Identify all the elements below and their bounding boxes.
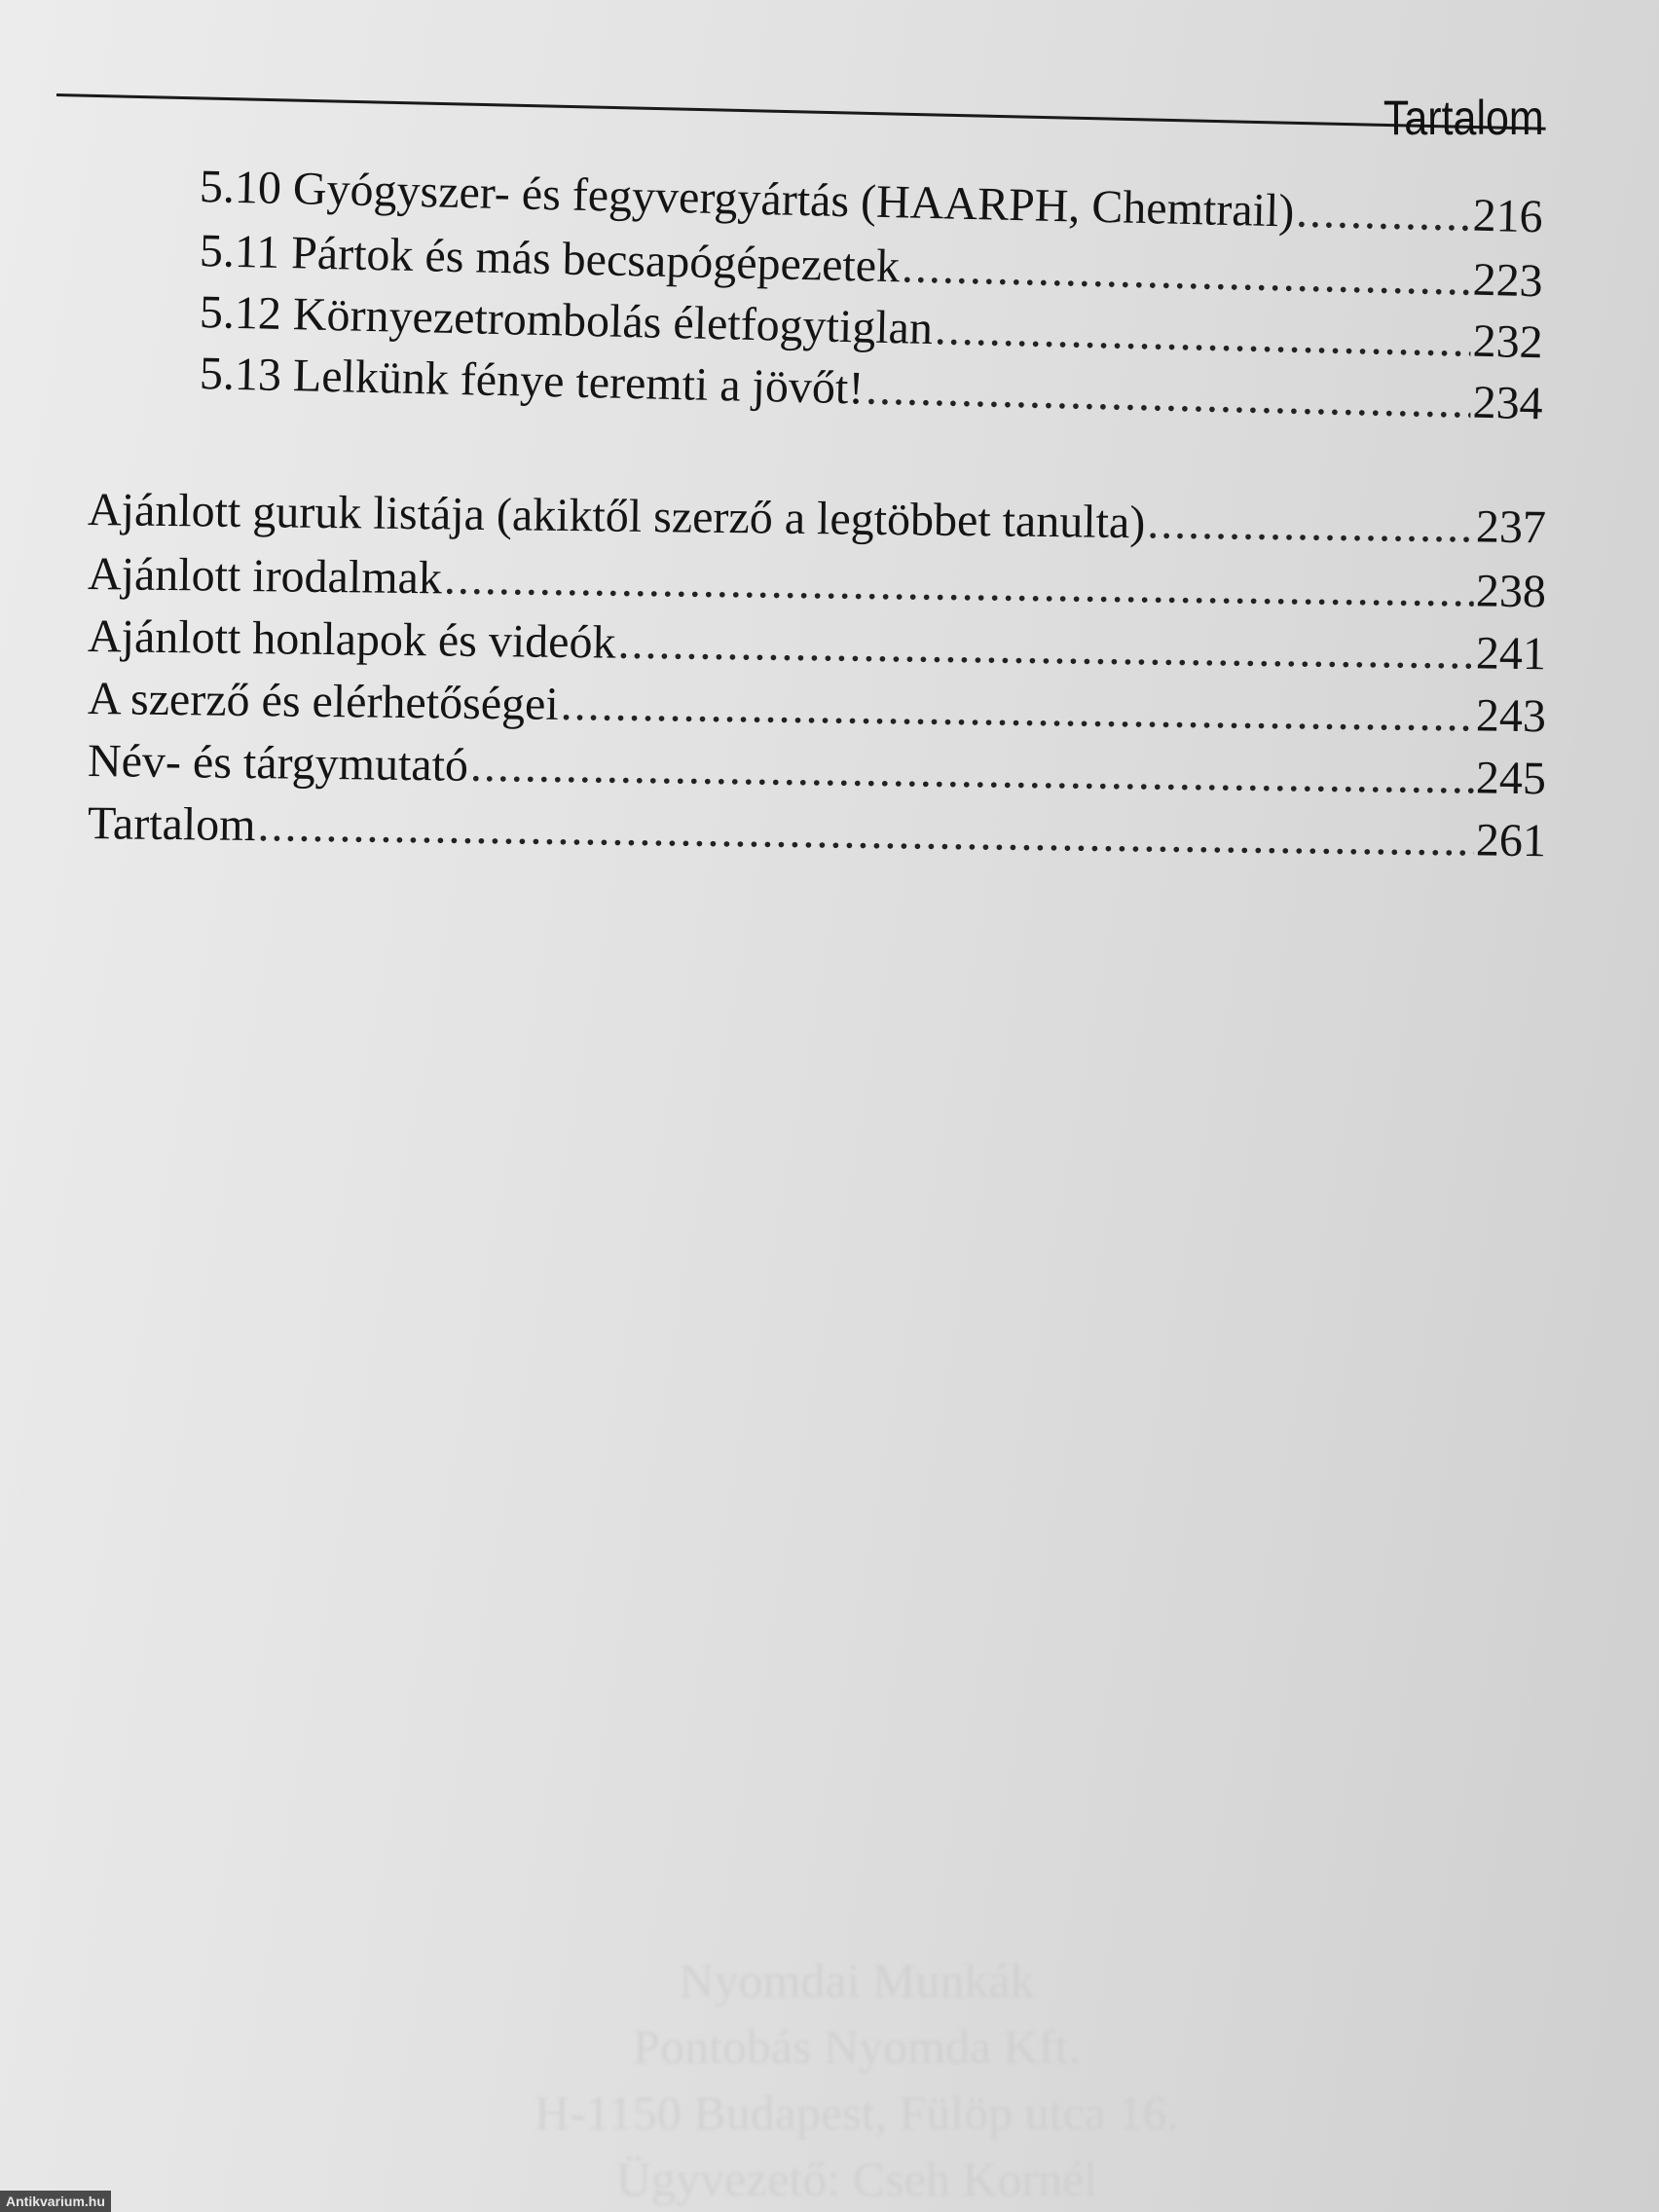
watermark: Antikvarium.hu [0, 2191, 111, 2212]
toc-entry [87, 484, 1547, 554]
dot-leader [470, 743, 1474, 802]
toc-entry-page: 237 [1475, 500, 1547, 554]
toc-entry-page: 232 [1472, 314, 1544, 369]
dot-leader [257, 802, 1474, 864]
toc-entry [87, 610, 1547, 681]
toc-entry-page: 238 [1475, 565, 1547, 618]
toc-entry-title: 5.13 Lelkünk fénye teremti a jövőt! [199, 348, 865, 415]
toc-entry-page: 261 [1475, 814, 1547, 867]
dot-leader [560, 682, 1474, 739]
toc-entry [87, 797, 1547, 867]
toc-entry [87, 735, 1547, 805]
dot-leader [866, 366, 1471, 426]
colophon-line: Pontobás Nyomda Kft. [633, 2019, 1081, 2074]
toc-entry-page: 245 [1475, 752, 1547, 805]
colophon-line: Nyomdai Munkák [679, 1953, 1035, 2008]
toc-entry-title: Név- és tárgymutató [87, 735, 469, 792]
toc-entry-title: Ajánlott irodalmak [87, 548, 443, 605]
dot-leader [934, 306, 1471, 364]
dot-leader [444, 555, 1475, 614]
toc-entry [87, 673, 1547, 743]
dot-leader [1147, 499, 1474, 550]
header-rule [56, 93, 1546, 130]
toc-entry-page: 243 [1475, 689, 1547, 743]
toc-entry-title: 5.12 Környezetrombolás életfogytiglan [199, 286, 934, 355]
toc-entry-title: Ajánlott guruk listája (akiktől szerző a legtöbbet tanulta) [87, 484, 1146, 549]
running-head: Tartalom [1383, 91, 1544, 145]
toc-entry-title: 5.10 Gyógyszer- és fegyvergyártás (HAARPH, Chemtrail) [199, 161, 1295, 238]
toc-entry-title: 5.11 Pártok és más becsapógépezetek [199, 225, 901, 293]
toc-entry-page: 223 [1472, 253, 1544, 308]
dot-leader [1296, 189, 1471, 240]
toc-entry [87, 548, 1547, 618]
toc-entry-page: 234 [1472, 376, 1544, 430]
colophon-line: H-1150 Budapest, Fülöp utca 16. [535, 2085, 1179, 2140]
show-through-colophon [506, 1947, 1207, 2212]
toc-entry-page: 241 [1475, 627, 1547, 681]
toc-entry [199, 348, 1544, 430]
toc-entry-page: 216 [1472, 189, 1544, 243]
toc-entry-title: Ajánlott honlapok és videók [87, 610, 616, 669]
toc-entry-title: A szerző és elérhetőségei [87, 673, 560, 730]
dot-leader [902, 243, 1472, 303]
toc-entry-title: Tartalom [87, 797, 256, 852]
dot-leader [617, 620, 1474, 678]
colophon-line: Ügyvezető: Cseh Kornél [615, 2152, 1098, 2206]
